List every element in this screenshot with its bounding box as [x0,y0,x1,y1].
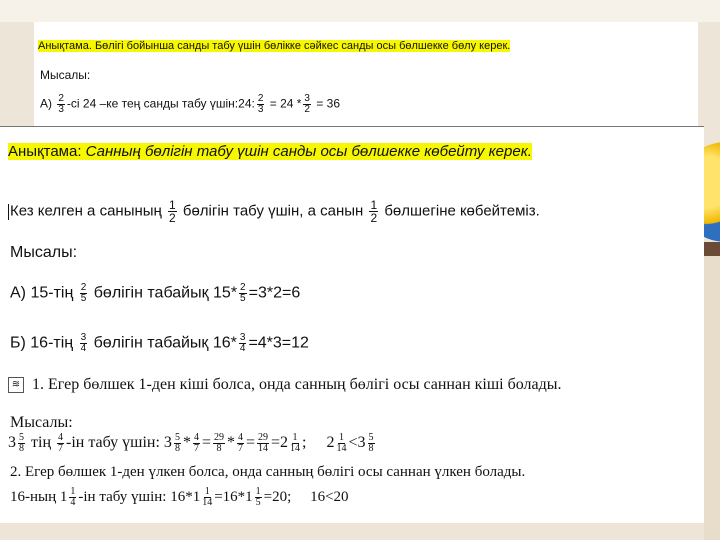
example-c-full: тің [31,434,51,452]
example-d-text: 16-ның 1 [10,488,68,505]
example-label: Мысалы: [40,68,91,82]
front-slide [0,126,704,523]
example-a-text: А) 15-тің [10,284,74,302]
fraction: $\frac{2}{5}$ [240,282,246,304]
example-a-mid: = 24 * [266,96,302,111]
example-c-compare: <3 [348,434,366,452]
example-b [10,333,309,354]
example-c-semi: ; [302,434,307,452]
definition-text: Бөлігі бойынша санды табу үшін бөлікке сәйкес санды осы бөлшекке бөлу керек. [91,40,511,52]
fraction: $\frac{3}{4}$ [80,332,87,354]
rule-line [8,199,540,224]
example-a [10,283,300,304]
fraction: $\frac{4}{7}$ [58,432,63,454]
fraction: $\frac{4}{7}$ [193,432,199,454]
fraction: $\frac{5}{8}$ [174,432,180,454]
fraction: $\frac{1}{2}$ [370,198,378,225]
example-c-eq: =2 [271,434,289,452]
definition-line [38,40,510,52]
example-d-end: =20; [263,488,292,505]
fraction: $\frac{3}{2}$ [304,93,310,115]
fraction: $\frac{1}{5}$ [255,486,261,508]
equation-icon: ≋ [8,377,24,393]
example-b-end: =4*3=12 [248,334,309,352]
example-b-text: Б) 16-тің [10,334,74,352]
fraction: $\frac{1}{14}$ [336,432,347,454]
example-d-mid: =16*1 [214,488,253,505]
example-d-compare: 16<20 [310,488,349,505]
example-c-text: 3 [8,434,16,452]
example-a [40,94,340,115]
example-a-end: =3*2=6 [248,284,301,302]
fraction: $\frac{1}{2}$ [169,198,176,225]
background-right [704,256,720,540]
example-a-end: = 36 [312,96,341,111]
definition-label: Анықтама: [8,143,82,160]
example-a-text2: бөлігін табайық 15* [93,284,238,302]
point-2: 2. Егер бөлшек 1-ден үлкен болса, онда санның бөлігі осы саннан үлкен болады. [10,464,526,480]
example-a-text: -сі 24 –ке тең санды табу үшін:24: [66,96,255,111]
example-d-text2: -ін табу үшін: 16*1 [78,488,201,505]
fraction: $\frac{5}{8}$ [368,432,374,454]
fraction: $\frac{1}{14}$ [290,432,301,454]
fraction: $\frac{2}{3}$ [257,93,264,115]
point-1-text: 1. Егер бөлшек 1-ден кіші болса, онда санның бөлігі осы саннан кіші болады. [32,376,562,393]
back-slide [34,22,698,132]
point-1 [8,376,562,394]
fraction: $\frac{2}{5}$ [80,282,87,304]
example2-label: Мысалы: [10,414,73,431]
fraction: $\frac{29}{14}$ [258,432,268,454]
fraction: $\frac{1}{14}$ [202,486,213,508]
example-c: 3 $\frac{5}{8}$ тің $\frac{4}{7}$ -ін табу үшін: 3 $\frac{5}{8}$ * $\frac{4}{7}$ = $\frac{29}{8}$ * $\frac{4}{7}$ = $\frac{29}{14}$ =2 $\frac{1}{14}$ ; 2 $\frac{1}{14}$ <3 $\frac{5}{8}$ [8,432,374,454]
example-b-text2: бөлігін табайық 16* [93,334,237,352]
example-c-text2: -ін табу үшін: 3 [66,434,172,452]
definition-line [8,143,532,160]
text-cursor [8,204,9,220]
rule-part3: бөлшегіне көбейтеміз. [384,202,540,220]
fraction: $\frac{2}{3}$ [58,93,64,115]
fraction: $\frac{29}{8}$ [213,432,224,454]
fraction: $\frac{5}{8}$ [19,432,24,454]
fraction: $\frac{3}{4}$ [239,332,246,354]
fraction: $\frac{4}{7}$ [237,432,243,454]
definition-text: Санның бөлігін табу үшін санды осы бөлшекке көбейту керек. [81,143,532,160]
rule-part2: бөлігін табу үшін, а санын [182,202,364,220]
example-a-prefix: А) [40,96,52,111]
definition-label: Анықтама. [38,40,92,52]
rule-part1: Кез келген а санының [10,202,162,220]
example-d [10,487,349,508]
example-label: Мысалы: [10,244,78,261]
fraction: $\frac{1}{4}$ [70,486,76,508]
background-top [0,0,720,22]
